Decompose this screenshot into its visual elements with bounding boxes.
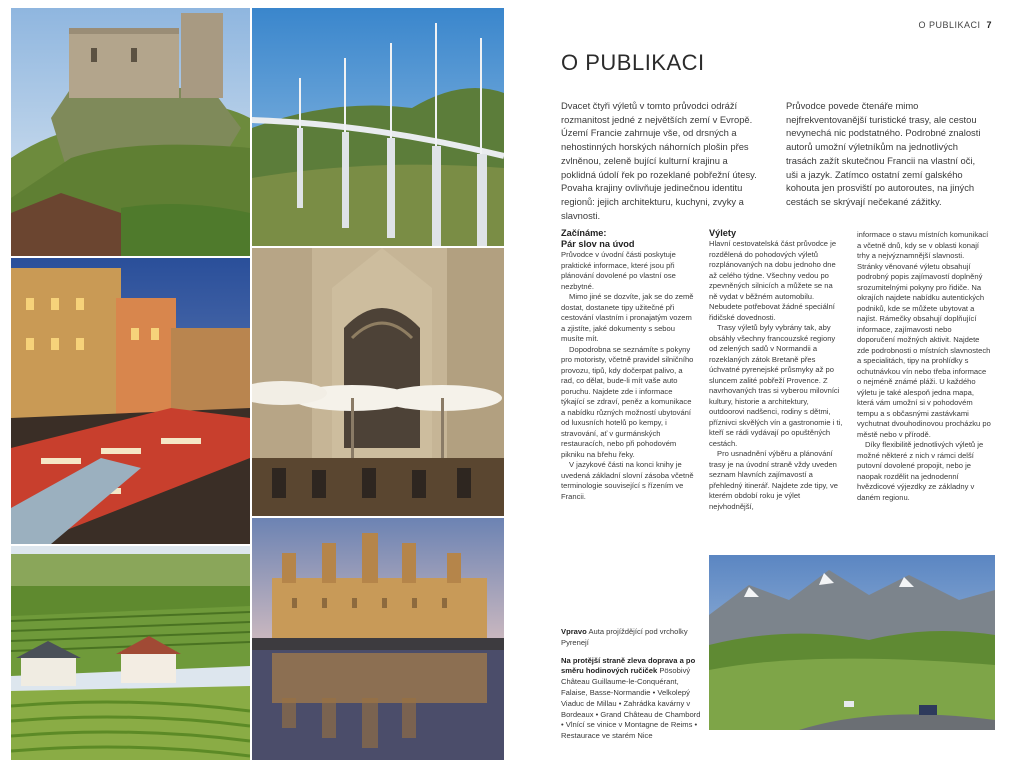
body-paragraph: V jazykové části na konci knihy je uvedená základní slovní zásoba včetně terminologie související s řízením ve Francii.	[561, 460, 694, 501]
caption-right-photo	[561, 627, 701, 649]
column-getting-started	[561, 228, 695, 502]
body-paragraph: Trasy výletů byly vybrány tak, aby obsáhly všechny francouzské regiony od zelených sadů v Normandii a rozeklaných zátok Bretaně přes úchvatné pyrenejské průsmyky až po sluncem zalité pobřeží Provence. Z navrhovaných tras si vyberou milovníci kultury, historie a architektury, outdoorovi nadšenci, rodiny s dětmi, příznivci skvělých vín a gastronomie i ti, kteří se rádi vydávají po opuštěných cestách.	[709, 323, 843, 448]
photo-gothic-portal-cafe	[252, 248, 504, 516]
heading-line-2: Pár slov na úvod	[561, 239, 635, 249]
caption-body: Pösobivý Château Guillaume-le-Conquérant, Falaise, Basse-Normandie • Velkolepý Viaduc de Millau • Zahrádka kavárny v Bordeaux • Grand Château de Chambord • Vlnící se vinice v Montagne de Reims • Restaurace ve starém Nice	[561, 666, 701, 741]
page-number: 7	[986, 20, 992, 30]
caption-lead: Vpravo	[561, 627, 587, 636]
page-title: O PUBLIKACI	[561, 50, 705, 75]
caption-opposite-page	[561, 656, 701, 742]
running-header-section: O PUBLIKACI	[918, 20, 981, 30]
photo-castle-falaise	[11, 8, 250, 256]
heading-line-1: Začínáme:	[561, 228, 607, 238]
column-trips-continued	[857, 230, 991, 503]
column-trips	[709, 228, 843, 512]
photo-viaduct-millau	[252, 8, 504, 246]
running-header	[918, 20, 992, 30]
body-paragraph: Dopodrobna se seznámíte s pokyny pro motoristy, včetně pravidel silničního provozu, tipů, kdy dočerpat palivo, a rad, co dělat, bude-li mít vaše auto poruchu. Najdete zde i informace týkající se zdraví, peněz a komunikace a nabídku různých možností ubytování od luxusních hotelů po kempy, i stravování, ať v gurmánských restauracích, nebo při pohodovém pikniku na břehu řeky.	[561, 344, 694, 459]
body-paragraph: Mimo jiné se dozvíte, jak se do země dostat, dostanete tipy užitečné při cestování vlastním i pronajatým vozem a zjistíte, jaké dokumenty s sebou musíte mít.	[561, 292, 694, 343]
body-paragraph: Hlavní cestovatelská část průvodce je rozdělená do pohodových výletů rozplánovaných na dobu jednoho dne až celého týdne. Všechny vedou po zpevněných silnicích a můžete se na ně vydat v běžném automobilu. Nebudete potřebovat žádné speciální řidičské dovednosti.	[709, 239, 837, 322]
photo-chateau-de-chambord	[252, 518, 504, 760]
photo-pyrenees-road	[709, 555, 995, 730]
column-heading-getting-started	[561, 228, 695, 250]
photo-captions	[561, 627, 701, 749]
photo-vineyards-montagne-de-reims	[11, 546, 250, 760]
body-paragraph: Průvodce v úvodní části poskytuje praktické informace, které jsou při plánování dovolené po vlastní ose nezbytné.	[561, 250, 676, 291]
intro-paragraph-2: Průvodce povede čtenáře mimo nejfrekventovanější turistické trasy, ale cestou nevynechá nic podstatného. Podrobné znalosti autorů umožní výletníkům na jednotlivých trasách zažít skutečnou Francii na vlastní oči, uši a jazyk. Zatímco ostatní zemí galského kohouta jen prosviští po autoroutes, na jiných cestách se skrývají nečekané zážitky.	[786, 100, 981, 207]
body-paragraph: Díky flexibilitě jednotlivých výletů je možné některé z nich v rámci delší putovní dovolené propojit, nebo je naopak rozdělit na jednodenní hvězdicové výjezdky ze základny v daném regionu.	[857, 440, 984, 502]
photo-old-nice-restaurants	[11, 258, 250, 544]
column-heading-trips: Výlety	[709, 228, 737, 238]
body-paragraph: Pro usnadnění výběru a plánování trasy je na úvodní straně vždy uveden seznam hlavních zajímavostí a přehledný itinerář. Najdete zde tipy, ve kterém období roku je výlet nejvhodnější,	[709, 449, 839, 511]
body-paragraph: informace o stavu místních komunikací a včetně dnů, kdy se v oblasti konají trhy a nejvýznamnější slavnosti. Stránky věnované výletu obsahují podrobný popis zajímavostí doplněný srozumitelnými pokyny pro řidiče. Na okrajích najdete nabídku autentických podniků, kde se můžete ubytovat a najíst. Rámečky obsahují doplňující informace, zajímavosti nebo doporučení možných aktivit. Najdete zde podrobnosti o místních slavnostech a specialitách, tipy na prohlídky s ochutnávkou vín nebo třeba informace o nejméně známé pláži. U každého výletu je také alespoň jedna mapa, která vám umožní si v pohodovém tempu a s občasnými zastávkami vychutnat dvouhodinovou procházku po městě nebo v přírodě.	[857, 230, 991, 439]
caption-body: Auta projíždějící pod vrcholky Pyrenejí	[561, 627, 688, 647]
caption-lead: Na protější straně zleva doprava a po směru hodinových ručiček	[561, 655, 696, 676]
intro-paragraph-1: Dvacet čtyři výletů v tomto průvodci odráží rozmanitost jedné z největších zemí v Evropě. Území Francie zahrnuje vše, od drsných a nehostinných horských náhorních plošin přes zvlněnou, zeleně bující kulturní krajinu a poklidná údolí řek po rozeklané pobřežní útesy. Povaha krajiny ovlivňuje jedinečnou identitu regionů: jejich architekturu, kuchyni, zvyky a slavnosti.	[561, 100, 757, 221]
